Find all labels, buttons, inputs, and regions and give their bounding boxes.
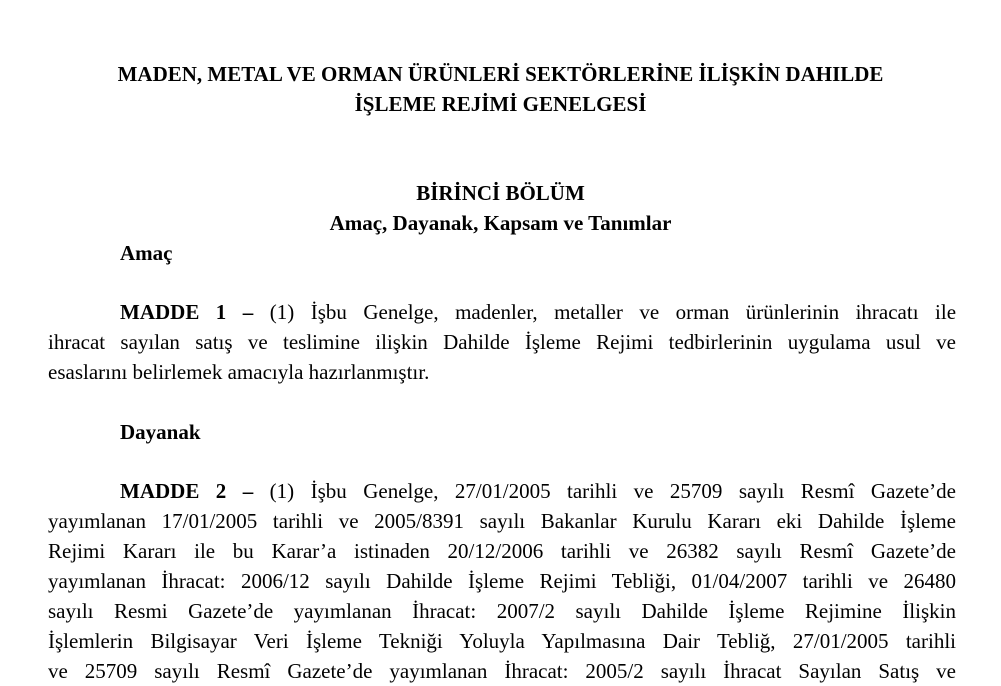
article-2-line-7: ve 25709 sayılı Resmî Gazete’de yayımlanan İhracat: 2005/2 sayılı İhracat Sayılan Satış ve: [48, 659, 956, 683]
article-1-heading: Amaç: [120, 241, 173, 265]
article-2-line-2: yayımlanan 17/01/2005 tarihli ve 2005/8391 sayılı Bakanlar Kurulu Kararı eki Dahilde İşleme: [48, 509, 956, 533]
document-title-line-2: İŞLEME REJİMİ GENELGESİ: [354, 92, 647, 116]
article-1-line-1: MADDE 1 – (1) İşbu Genelge, madenler, metaller ve orman ürünlerinin ihracatı ile: [120, 300, 957, 324]
article-2-paragraph: [48, 476, 956, 686]
article-2-line-3: Rejimi Kararı ile bu Karar’a istinaden 20/12/2006 tarihli ve 26382 sayılı Resmî Gazete’de: [48, 539, 956, 563]
article-2-line-4: yayımlanan İhracat: 2006/12 sayılı Dahilde İşleme Rejimi Tebliği, 01/04/2007 tarihli ve 26480: [48, 569, 956, 593]
article-2-line-6: İşlemlerin Bilgisayar Veri İşleme Tekniği Yoluyla Yapılmasına Dair Tebliğ, 27/01/2005 tarihli: [48, 629, 956, 653]
section-subtitle: Amaç, Dayanak, Kapsam ve Tanımlar: [329, 211, 672, 235]
article-1-line-3: esaslarını belirlemek amacıyla hazırlanmıştır.: [48, 360, 430, 384]
document-title-line-1: MADEN, METAL VE ORMAN ÜRÜNLERİ SEKTÖRLERİNE İLİŞKİN DAHILDE: [117, 62, 884, 86]
article-1-line-2: ihracat sayılan satış ve teslimine ilişkin Dahilde İşleme Rejimi tedbirlerinin uygulama usul ve: [48, 330, 956, 354]
article-2-line-1: MADDE 2 – (1) İşbu Genelge, 27/01/2005 tarihli ve 25709 sayılı Resmî Gazete’de: [120, 479, 956, 503]
article-1-label: MADDE 1 –: [120, 300, 254, 324]
article-2-label: MADDE 2 –: [120, 479, 254, 503]
article-2-line-5: sayılı Resmi Gazete’de yayımlanan İhracat: 2007/2 sayılı Dahilde İşleme Rejimine İlişkin: [48, 599, 956, 623]
section-name: BİRİNCİ BÖLÜM: [416, 181, 585, 205]
article-1-paragraph: [48, 297, 956, 387]
article-2-heading: Dayanak: [120, 420, 201, 444]
